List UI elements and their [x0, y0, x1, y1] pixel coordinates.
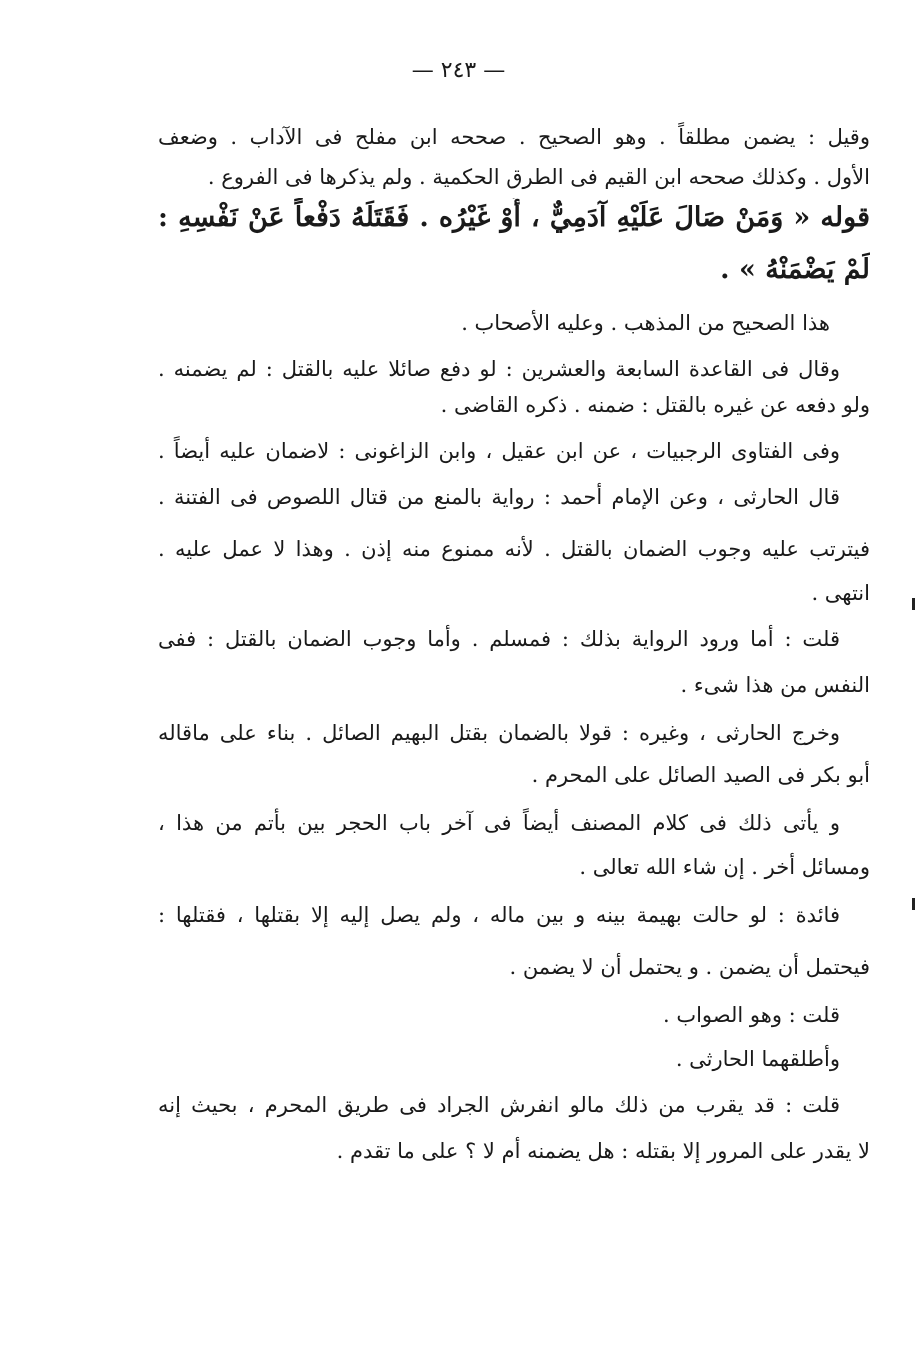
text-line: ومسائل أخر . إن شاء الله تعالى . — [579, 855, 870, 879]
scan-mark — [912, 898, 915, 910]
text-line: قلت : أما ورود الرواية بذلك : فمسلم . وأما وجوب الضمان بالقتل : ففى — [158, 627, 840, 651]
text-line: و يأتى ذلك فى كلام المصنف أيضاً فى آخر باب الحجر بين بأتم من هذا ، — [158, 811, 840, 835]
text-line: هذا الصحيح من المذهب . وعليه الأصحاب . — [461, 311, 830, 335]
quoted-matn-line: لَمْ يَضْمَنْهُ » . — [720, 254, 870, 285]
page-number: — ٢٤٣ — — [411, 58, 506, 83]
text-line: وقال فى القاعدة السابعة والعشرين : لو دفع صائلا عليه بالقتل : لم يضمنه . — [158, 357, 840, 381]
text-line: قلت : وهو الصواب . — [662, 1003, 840, 1027]
text-line: وأطلقهما الحارثى . — [675, 1047, 840, 1071]
quoted-matn-line: قوله « وَمَنْ صَالَ عَلَيْهِ آدَمِيٌّ ، أَوْ غَيْرُه . فَقَتَلَهُ دَفْعاً عَنْ نَفْسِهِ : — [158, 202, 870, 233]
scan-mark — [912, 598, 915, 610]
text-line: فائدة : لو حالت بهيمة بينه و بين ماله ، ولم يصل إليه إلا بقتلها ، فقتلها : — [158, 903, 840, 927]
text-line: وفى الفتاوى الرجبيات ، عن ابن عقيل ، وابن الزاغونى : لاضمان عليه أيضاً . — [158, 439, 840, 463]
text-line: أبو بكر فى الصيد الصائل على المحرم . — [531, 763, 870, 787]
text-line: قال الحارثى ، وعن الإمام أحمد : رواية بالمنع من قتال اللصوص فى الفتنة . — [158, 485, 840, 509]
text-line: وقيل : يضمن مطلقاً . وهو الصحيح . صححه ابن مفلح فى الآداب . وضعف — [158, 125, 870, 149]
text-line: الأول . وكذلك صححه ابن القيم فى الطرق الحكمية . ولم يذكرها فى الفروع . — [207, 165, 870, 189]
text-line: لا يقدر على المرور إلا بقتله : هل يضمنه أم لا ؟ على ما تقدم . — [336, 1139, 870, 1163]
text-line: وخرج الحارثى ، وغيره : قولا بالضمان بقتل البهيم الصائل . بناء على ماقاله — [158, 721, 840, 745]
text-line: انتهى . — [811, 581, 870, 605]
text-line: فيترتب عليه وجوب الضمان بالقتل . لأنه ممنوع منه إذن . وهذا لا عمل عليه . — [158, 537, 870, 561]
text-line: قلت : قد يقرب من ذلك مالو انفرش الجراد فى طريق المحرم ، بحيث إنه — [158, 1093, 840, 1117]
text-line: فيحتمل أن يضمن . و يحتمل أن لا يضمن . — [509, 955, 870, 979]
text-line: ولو دفعه عن غيره بالقتل : ضمنه . ذكره القاضى . — [440, 393, 870, 417]
page-body — [158, 122, 870, 1166]
text-line: النفس من هذا شىء . — [680, 673, 870, 697]
